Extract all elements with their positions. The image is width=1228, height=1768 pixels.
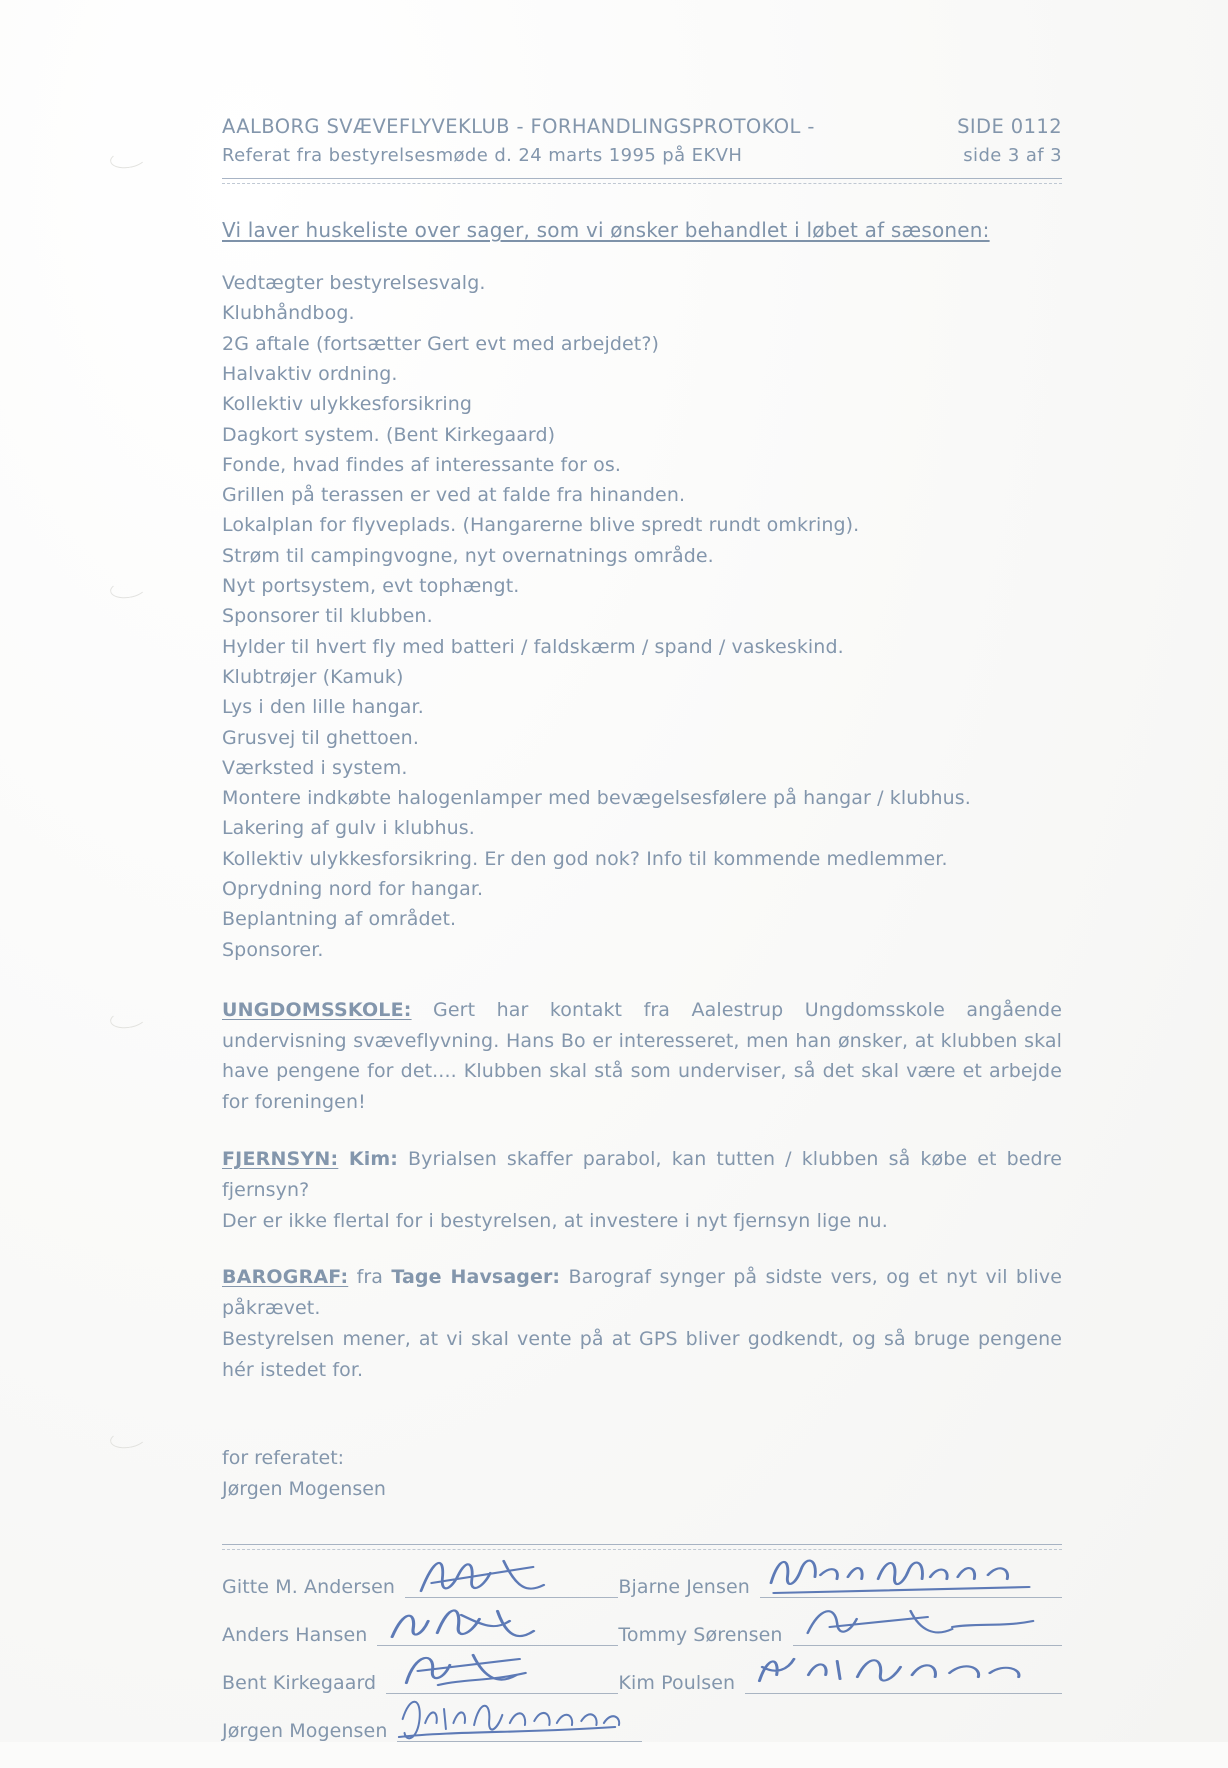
section-text-continued: Bestyrelsen mener, at vi skal vente på at GPS bliver godkendt, og så bruge pengene hér istedet for. <box>222 1327 1062 1381</box>
document-title: AALBORG SVÆVEFLYVEKLUB - FORHANDLINGSPROTOKOL - <box>222 115 815 138</box>
handwritten-signature <box>760 1549 1062 1603</box>
checklist-heading: Vi laver huskeliste over sager, som vi ønsker behandlet i løbet af sæsonen: <box>222 218 990 243</box>
signoff <box>222 1443 1062 1504</box>
signature-row <box>222 1672 1062 1694</box>
handwritten-signature <box>793 1597 1062 1651</box>
signature-row <box>222 1624 1062 1646</box>
list-item: Grusvej til ghettoen. <box>222 726 419 749</box>
signature-name: Bjarne Jensen <box>618 1576 750 1599</box>
list-item: Sponsorer til klubben. <box>222 605 433 628</box>
list-item: Strøm til campingvogne, nyt overnatnings område. <box>222 544 714 567</box>
signature-line <box>377 1644 618 1646</box>
list-item: Kollektiv ulykkesforsikring. Er den god nok? Info til kommende medlemmer. <box>222 847 948 870</box>
signature-field <box>222 1720 642 1742</box>
signature-row <box>222 1720 1062 1742</box>
list-item: Lokalplan for flyveplads. (Hangarerne blive spredt rundt omkring). <box>222 514 860 537</box>
signature-row <box>222 1576 1062 1598</box>
handwritten-signature <box>745 1645 1062 1699</box>
signature-field <box>222 1672 618 1694</box>
document-subtitle: Referat fra bestyrelsesmøde d. 24 marts 1995 på EKVH <box>222 145 743 167</box>
list-item: Vedtægter bestyrelsesvalg. <box>222 272 486 295</box>
document-content <box>222 112 1062 1768</box>
list-item: Fonde, hvad findes af interessante for os. <box>222 453 621 476</box>
list-item: Lys i den lille hangar. <box>222 696 424 719</box>
handwritten-signature <box>377 1597 618 1651</box>
section-text: Gert har kontakt fra Aalestrup Ungdomsskole angående undervisning svæveflyvning. Hans Bo er interesseret, men han ønsker, at klubben skal have pengene for det.... Klubben skal stå som underviser, så det skal være et arbejde for foreningen! <box>222 998 1062 1114</box>
section-mid: fra <box>348 1266 392 1289</box>
document-header <box>222 112 1062 170</box>
section-lead: BAROGRAF: <box>222 1266 349 1289</box>
punch-hole-icon <box>109 1428 147 1451</box>
handwritten-signature <box>386 1645 618 1699</box>
signature-line <box>793 1644 1062 1646</box>
punch-hole-icon <box>109 578 147 601</box>
handwritten-signature <box>397 1693 642 1747</box>
section-text-continued: Der er ikke flertal for i bestyrelsen, at investere i nyt fjernsyn lige nu. <box>222 1209 888 1232</box>
list-item: Klubhåndbog. <box>222 302 355 325</box>
list-item: Dagkort system. (Bent Kirkegaard) <box>222 423 556 446</box>
signature-divider <box>222 1544 1062 1550</box>
header-divider <box>222 178 1062 184</box>
list-item: Lakering af gulv i klubhus. <box>222 817 475 840</box>
signature-name: Bent Kirkegaard <box>222 1672 377 1695</box>
list-item: Kollektiv ulykkesforsikring <box>222 393 473 416</box>
checklist <box>222 268 1062 965</box>
list-item: Grillen på terassen er ved at falde fra hinanden. <box>222 484 686 507</box>
list-item: Klubtrøjer (Kamuk) <box>222 665 404 688</box>
section-text: Byrialsen skaffer parabol, kan tutten / klubben så købe et bedre fjernsyn? <box>222 1148 1062 1201</box>
section-ungdomsskole <box>222 995 1062 1118</box>
signature-name: Anders Hansen <box>222 1624 368 1647</box>
signature-line <box>405 1596 618 1598</box>
list-item: Sponsorer. <box>222 938 324 961</box>
list-item: Beplantning af området. <box>222 908 457 931</box>
signature-line <box>745 1692 1062 1694</box>
punch-hole-icon <box>109 148 147 171</box>
list-item: Oprydning nord for hangar. <box>222 878 484 901</box>
handwritten-signature <box>405 1549 618 1603</box>
signature-name: Jørgen Mogensen <box>222 1720 388 1743</box>
list-item: 2G aftale (fortsætter Gert evt med arbejdet?) <box>222 332 660 355</box>
list-item: Nyt portsystem, evt tophængt. <box>222 575 520 598</box>
signoff-label: for referatet: <box>222 1447 345 1470</box>
signature-field <box>222 1624 618 1646</box>
signature-field <box>222 1576 618 1598</box>
section-lead: FJERNSYN: <box>222 1148 339 1170</box>
section-lead: UNGDOMSSKOLE: <box>222 998 412 1021</box>
section-barograf <box>222 1262 1062 1385</box>
punch-hole-icon <box>109 1008 147 1031</box>
section-text: Barograf synger på sidste vers, og et nyt vil blive påkrævet. <box>222 1266 1062 1320</box>
list-item: Værksted i system. <box>222 756 408 779</box>
signature-name: Gitte M. Andersen <box>222 1576 396 1599</box>
page-id: SIDE 0112 <box>957 115 1062 138</box>
list-item: Montere indkøbte halogenlamper med bevægelsesfølere på hangar / klubhus. <box>222 787 971 810</box>
signoff-name: Jørgen Mogensen <box>222 1477 386 1500</box>
section-speaker: Tage Havsager: <box>391 1266 561 1289</box>
section-fjernsyn <box>222 1144 1062 1236</box>
signature-field <box>618 1576 1062 1598</box>
list-item: Hylder til hvert fly med batteri / faldskærm / spand / vaskeskind. <box>222 635 844 658</box>
page-count: side 3 af 3 <box>963 145 1062 167</box>
signature-line <box>760 1596 1062 1598</box>
list-item: Halvaktiv ordning. <box>222 363 398 385</box>
signature-name: Kim Poulsen <box>618 1672 736 1695</box>
signature-field <box>618 1624 1062 1646</box>
section-speaker: Kim: <box>338 1148 398 1170</box>
signature-field <box>618 1672 1062 1694</box>
signature-line <box>386 1692 618 1694</box>
signature-block <box>222 1576 1062 1742</box>
signature-name: Tommy Sørensen <box>618 1624 783 1647</box>
